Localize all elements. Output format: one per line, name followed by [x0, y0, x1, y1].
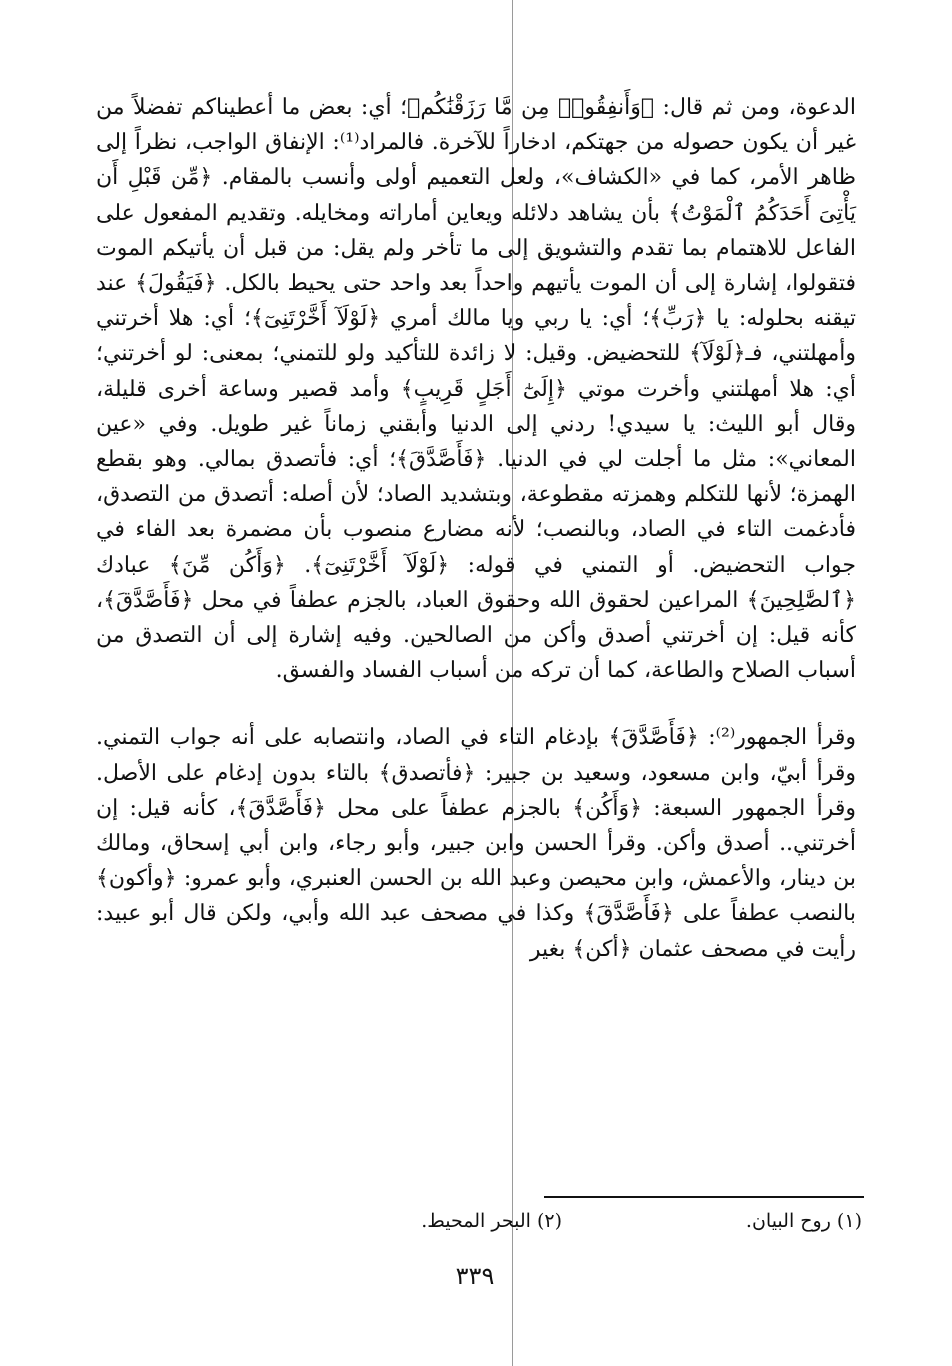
footnotes — [96, 1210, 862, 1246]
footnote-1: (١) روح البيان. — [745, 1210, 862, 1232]
main-text — [96, 90, 856, 967]
footnote-2: (٢) البحر المحيط. — [421, 1210, 562, 1232]
footnote-separator — [544, 1196, 864, 1198]
paragraph-2: وقرأ الجمهور⁽²⁾: ﴿فَأَصَّدَّقَ﴾ بإدغام التاء في الصاد، وانتصابه على أنه جواب التمني. وقرأ أبيّ، وابن مسعود، وسعيد بن جبير: ﴿فأتصدق﴾ بالتاء بدون إدغام على الأصل. وقرأ الجمهور السبعة: ﴿وَأَكُن﴾ بالجزم عطفاً على محل ﴿فَأَصَّدَّقَ﴾، كأنه قيل: إن أخرتني.. أصدق وأكن. وقرأ الحسن وابن جبير، وأبو رجاء، وابن أبي إسحاق، ومالك بن دينار، والأعمش، وابن محيصن وعبد الله بن الحسن العنبري، وأبو عمرو: ﴿وأكون﴾ بالنصب عطفاً على ﴿فَأَصَّدَّقَ﴾ وكذا في مصحف عبد الله وأبي، ولكن قال أبو عبيد: رأيت في مصحف عثمان ﴿أكن﴾ بغير — [96, 725, 856, 962]
paragraph-1: الدعوة، ومن ثم قال: ﴿وَأَنفِقُوا۟ مِن مَّا رَزَقْنَٰكُم﴾؛ أي: بعض ما أعطيناكم تفضلاً من غير أن يكون حصوله من جهتكم، ادخاراً للآخرة. فالمراد⁽¹⁾: الإنفاق الواجب، نظراً إلى ظاهر الأمر، كما في «الكشاف»، ولعل التعميم أولى وأنسب بالمقام. ﴿مِّن قَبْلِ أَن يَأْتِىَ أَحَدَكُمُ ٱلْمَوْتُ﴾ بأن يشاهد دلائله ويعاين أماراته ومخايله. وتقديم المفعول على الفاعل للاهتمام بما تقدم والتشويق إلى ما تأخر ولم يقل: من قبل أن يأتيكم الموت فتقولوا، إشارة إلى أن الموت يأتيهم واحداً بعد واحد حتى يحيط بالكل. ﴿فَيَقُولَ﴾ عند تيقنه بحلوله: يا ﴿رَبِّ﴾؛ أي: يا ربي ويا مالك أمري ﴿لَوْلَآ أَخَّرْتَنِىٓ﴾؛ أي: هلا أخرتني وأمهلتني، فـ﴿لَوْلَآ﴾ للتحضيض. وقيل: لا زائدة للتأكيد ولو للتمني؛ بمعنى: لو أخرتني؛ أي: هلا أمهلتني وأخرت موتي ﴿إِلَىٰٓ أَجَلٍ قَرِيبٍ﴾ وأمد قصير وساعة أخرى قليلة، وقال أبو الليث: يا سيدي! ردني إلى الدنيا وأبقني زماناً غير طويل. وفي «عين المعاني»: مثل ما أجلت لي في الدنيا. ﴿فَأَصَّدَّقَ﴾؛ أي: فأتصدق بمالي. وهو بقطع الهمزة؛ لأنها للتكلم وهمزته مقطوعة، وبتشديد الصاد؛ لأن أصله: أتصدق من التصدق، فأدغمت التاء في الصاد، وبالنصب؛ لأنه مضارع منصوب بأن مضمرة بعد الفاء في جواب التحضيض. أو التمني في قوله: ﴿لَوْلَآ أَخَّرْتَنِىٓ﴾. ﴿وَأَكُن مِّنَ﴾ عبادك ﴿ٱلصَّٰلِحِينَ﴾ المراعين لحقوق الله وحقوق العباد، بالجزم عطفاً في محل ﴿فَأَصَّدَّقَ﴾، كأنه قيل: إن أخرتني أصدق وأكن من الصالحين. وفيه إشارة إلى أن التصدق من أسباب الصلاح والطاعة، كما أن تركه من أسباب الفساد والفسق. — [96, 95, 857, 684]
page-number: ٣٣٩ — [455, 1262, 495, 1290]
